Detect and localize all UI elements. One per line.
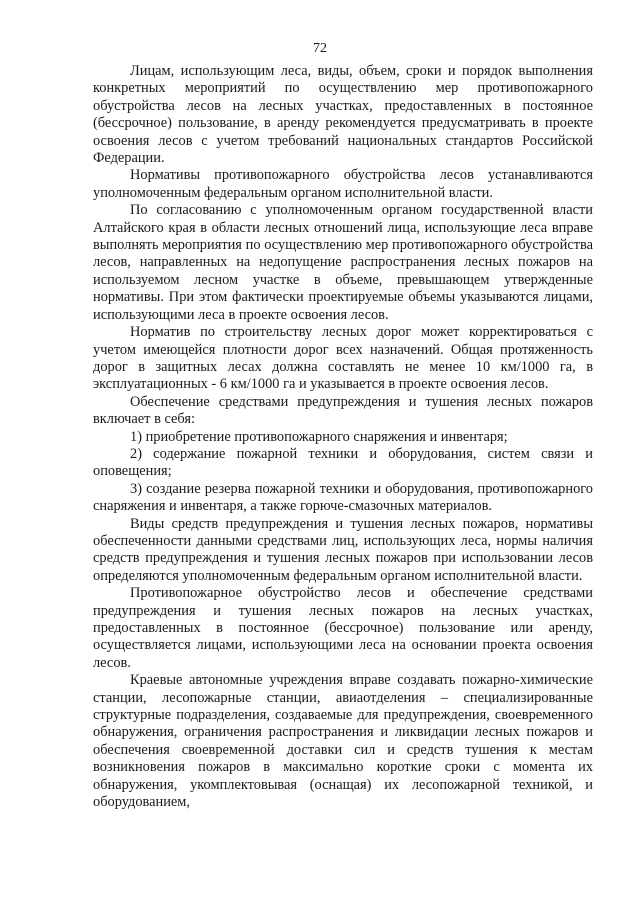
list-item: 1) приобретение противопожарного снаряжения и инвентаря; (130, 428, 508, 445)
paragraph: Норматив по строительству лесных дорог может корректироваться с учетом имеющейся плотности дорог всех назначений. Общая протяженность дорог в защитных лесах должна составлять не менее 10 км/1000 га, в эксплуатационных - 6 км/1000 га и указывается в проекте освоения лесов. (93, 324, 593, 393)
page-number: 72 (313, 41, 327, 56)
paragraph: Нормативы противопожарного обустройства лесов устанавливаются уполномоченным федеральным органом исполнительной власти. (93, 167, 593, 201)
document-body (93, 63, 593, 811)
paragraph: Краевые автономные учреждения вправе создавать пожарно-химические станции, лесопожарные станции, авиаотделения – специализированные структурные подразделения, создаваемые для предупреждения, своевременного обнаружения, ограничения распространения и ликвидации лесных пожаров и обеспечения своевременной доставки сил и средств тушения к местам возникновения пожаров в максимально короткие сроки с момента их обнаружения, укомплектовывая (оснащая) их лесопожарной техникой, и оборудованием, (93, 672, 593, 811)
list-item: 3) создание резерва пожарной техники и оборудования, противопожарного снаряжения и инвентаря, а также горюче-смазочных материалов. (93, 480, 593, 515)
paragraph: Противопожарное обустройство лесов и обеспечение средствами предупреждения и тушения лесных пожаров на лесных участках, предоставленных в постоянное (бессрочное) пользование или аренду, осуществляется лицами, использующими леса на основании проекта освоения лесов. (93, 585, 593, 671)
paragraph: Лицам, использующим леса, виды, объем, сроки и порядок выполнения конкретных мероприятий по осуществлению мер противопожарного обустройства лесов на лесных участках, предоставленных в постоянное (бессрочное) пользование, в аренду рекомендуется предусматривать в проекте освоения лесов с учетом требований национальных стандартов Российской Федерации. (93, 63, 593, 167)
paragraph: Обеспечение средствами предупреждения и тушения лесных пожаров включает в себя: (93, 393, 593, 428)
paragraph: По согласованию с уполномоченным органом государственной власти Алтайского края в области лесных отношений лица, использующие леса вправе выполнять мероприятия по осуществлению мер противопожарного обустройства лесов, направленных на недопущение распространения лесных пожаров на используемом лесном участке в объеме, превышающем утвержденные нормативы. При этом фактически проектируемые объемы указываются лицами, использующими леса в проекте освоения лесов. (93, 202, 593, 323)
paragraph: Виды средств предупреждения и тушения лесных пожаров, нормативы обеспеченности данными средствами лиц, использующих леса, нормы наличия средств предупреждения и тушения лесных пожаров при использовании лесов определяются уполномоченным федеральным органом исполнительной власти. (93, 515, 593, 584)
list-item: 2) содержание пожарной техники и оборудования, систем связи и оповещения; (93, 445, 593, 480)
